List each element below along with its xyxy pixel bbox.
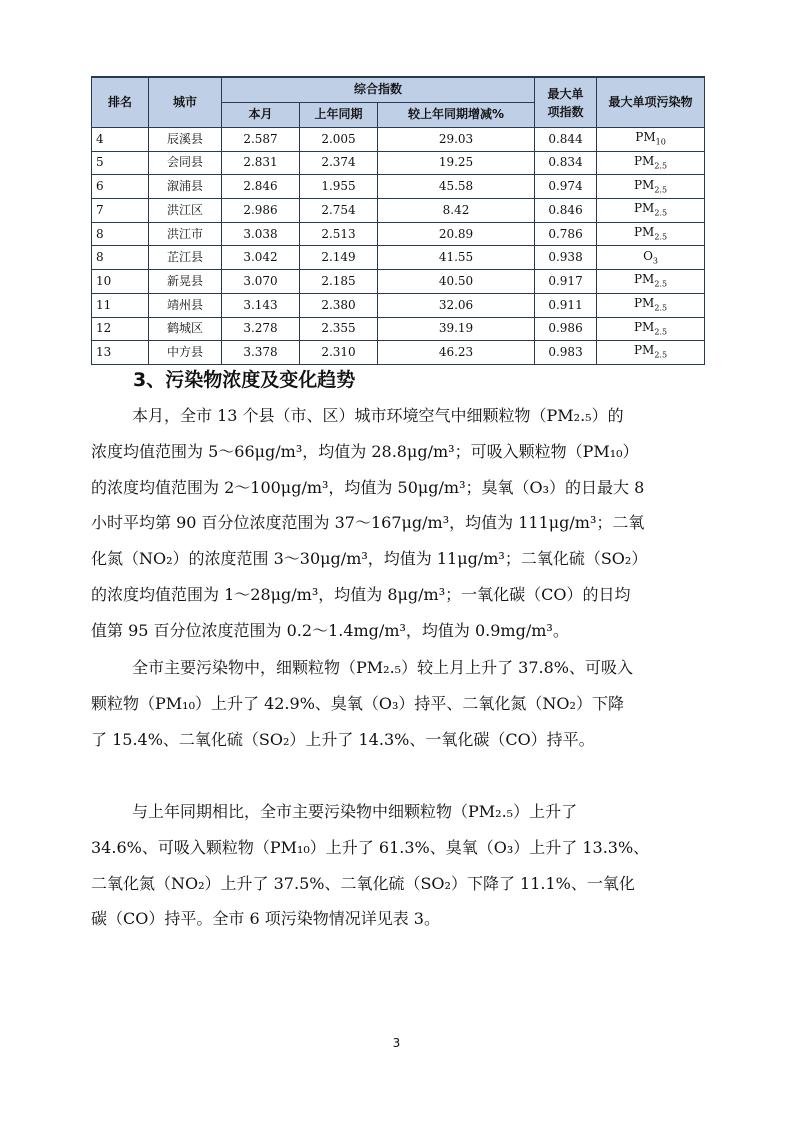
cell-city: 芷江县	[149, 246, 222, 270]
cell-rank: 7	[92, 199, 149, 223]
paragraph-line: 浓度均值范围为 5～66μg/m³，均值为 28.8μg/m³；可吸入颗粒物（PM₁₀）	[91, 441, 639, 461]
paragraph-line: 了 15.4%、二氧化硫（SO₂）上升了 14.3%、一氧化碳（CO）持平。	[91, 729, 595, 749]
cell-last-year: 2.310	[300, 341, 378, 365]
header-max-single-index	[535, 77, 597, 128]
cell-this-month: 2.587	[222, 128, 300, 152]
cell-rank: 13	[92, 341, 149, 365]
table-row	[92, 317, 705, 341]
cell-city: 辰溪县	[149, 128, 222, 152]
cell-last-year: 2.513	[300, 222, 378, 246]
cell-max-index: 0.786	[535, 222, 597, 246]
cell-this-month: 3.278	[222, 317, 300, 341]
cell-last-year: 2.185	[300, 270, 378, 294]
paragraph-line: 的浓度均值范围为 2～100μg/m³，均值为 50μg/m³；臭氧（O₃）的日最大 8	[91, 477, 645, 497]
cell-change: 19.25	[378, 151, 535, 175]
cell-city: 靖州县	[149, 293, 222, 317]
cell-this-month: 3.378	[222, 341, 300, 365]
paragraph-line: 与上年同期相比，全市主要污染物中细颗粒物（PM₂.₅）上升了	[132, 802, 578, 821]
cell-rank: 8	[92, 246, 149, 270]
table-row	[92, 222, 705, 246]
cell-max-index: 0.974	[535, 175, 597, 199]
cell-rank: 8	[92, 222, 149, 246]
header-rank: 排名	[92, 77, 149, 128]
paragraph-line: 全市主要污染物中，细颗粒物（PM₂.₅）较上月上升了 37.8%、可吸入	[132, 658, 633, 677]
header-change: 较上年同期增减%	[378, 103, 535, 128]
header-max-single-index-label: 最大单项指数	[547, 86, 584, 119]
cell-pollutant: $O_3$	[597, 246, 705, 270]
cell-change: 39.19	[378, 317, 535, 341]
cell-max-index: 0.911	[535, 293, 597, 317]
paragraph-line: 小时平均第 90 百分位浓度范围为 37～167μg/m³，均值为 111μg/m³；二氧	[91, 513, 645, 533]
paragraph-line: 化氮（NO₂）的浓度范围 3～30μg/m³，均值为 11μg/m³；二氧化硫（SO₂）	[91, 549, 648, 569]
cell-last-year: 2.149	[300, 246, 378, 270]
cell-city: 会同县	[149, 151, 222, 175]
table-body	[92, 128, 705, 365]
cell-max-index: 0.834	[535, 151, 597, 175]
cell-this-month: 2.831	[222, 151, 300, 175]
table-row	[92, 246, 705, 270]
cell-last-year: 2.355	[300, 317, 378, 341]
cell-rank: 4	[92, 128, 149, 152]
header-city: 城市	[149, 77, 222, 128]
cell-rank: 5	[92, 151, 149, 175]
cell-pollutant: $PM_{10}$	[597, 128, 705, 152]
cell-this-month: 3.038	[222, 222, 300, 246]
cell-last-year: 2.380	[300, 293, 378, 317]
paragraph-line: 颗粒物（PM₁₀）上升了 42.9%、臭氧（O₃）持平、二氧化氮（NO₂）下降	[91, 693, 624, 713]
cell-max-index: 0.938	[535, 246, 597, 270]
cell-city: 溆浦县	[149, 175, 222, 199]
cell-max-index: 0.983	[535, 341, 597, 365]
paragraph-line: 碳（CO）持平。全市 6 项污染物情况详见表 3。	[91, 909, 440, 929]
header-this-month: 本月	[222, 103, 300, 128]
cell-change: 46.23	[378, 341, 535, 365]
paragraph-line: 的浓度均值范围为 1～28μg/m³，均值为 8μg/m³；一氧化碳（CO）的日均	[91, 584, 631, 604]
cell-last-year: 2.374	[300, 151, 378, 175]
table-row	[92, 199, 705, 223]
table-row	[92, 128, 705, 152]
cell-max-index: 0.846	[535, 199, 597, 223]
cell-this-month: 2.846	[222, 175, 300, 199]
cell-last-year: 1.955	[300, 175, 378, 199]
cell-max-index: 0.844	[535, 128, 597, 152]
paragraph-concentration	[91, 398, 703, 649]
cell-change: 32.06	[378, 293, 535, 317]
cell-pollutant: $PM_{2.5}$	[597, 222, 705, 246]
paragraph-year-change	[91, 794, 703, 937]
cell-change: 40.50	[378, 270, 535, 294]
paragraph-line: 34.6%、可吸入颗粒物（PM₁₀）上升了 61.3%、臭氧（O₃）上升了 13.3%、	[91, 837, 650, 857]
cell-change: 8.42	[378, 199, 535, 223]
cell-change: 20.89	[378, 222, 535, 246]
cell-pollutant: $PM_{2.5}$	[597, 270, 705, 294]
cell-change: 29.03	[378, 128, 535, 152]
paragraph-line: 值第 95 百分位浓度范围为 0.2～1.4mg/m³，均值为 0.9mg/m³。	[91, 620, 569, 640]
paragraph-line: 本月，全市 13 个县（市、区）城市环境空气中细颗粒物（PM₂.₅）的	[132, 406, 624, 425]
cell-rank: 6	[92, 175, 149, 199]
cell-city: 鹤城区	[149, 317, 222, 341]
cell-pollutant: $PM_{2.5}$	[597, 199, 705, 223]
paragraph-line: 二氧化氮（NO₂）上升了 37.5%、二氧化硫（SO₂）下降了 11.1%、一氧化	[91, 873, 635, 893]
cell-max-index: 0.986	[535, 317, 597, 341]
cell-city: 洪江市	[149, 222, 222, 246]
cell-last-year: 2.754	[300, 199, 378, 223]
cell-pollutant: $PM_{2.5}$	[597, 293, 705, 317]
cell-rank: 10	[92, 270, 149, 294]
table-row	[92, 293, 705, 317]
cell-city: 新晃县	[149, 270, 222, 294]
table-row	[92, 151, 705, 175]
cell-rank: 11	[92, 293, 149, 317]
table-row	[92, 341, 705, 365]
cell-city: 洪江区	[149, 199, 222, 223]
cell-max-index: 0.917	[535, 270, 597, 294]
cell-rank: 12	[92, 317, 149, 341]
city-ranking-table	[91, 76, 705, 365]
header-max-pollutant: 最大单项污染物	[597, 77, 705, 128]
cell-pollutant: $PM_{2.5}$	[597, 341, 705, 365]
header-composite-index: 综合指数	[222, 77, 535, 103]
cell-change: 41.55	[378, 246, 535, 270]
cell-this-month: 3.070	[222, 270, 300, 294]
table-row	[92, 175, 705, 199]
table-row	[92, 270, 705, 294]
cell-this-month: 3.042	[222, 246, 300, 270]
cell-last-year: 2.005	[300, 128, 378, 152]
cell-this-month: 3.143	[222, 293, 300, 317]
paragraph-month-change	[91, 650, 703, 757]
cell-pollutant: $PM_{2.5}$	[597, 175, 705, 199]
section-heading: 3、污染物浓度及变化趋势	[133, 369, 356, 391]
cell-pollutant: $PM_{2.5}$	[597, 151, 705, 175]
page-number: 3	[392, 1036, 401, 1050]
header-last-year: 上年同期	[300, 103, 378, 128]
cell-this-month: 2.986	[222, 199, 300, 223]
cell-change: 45.58	[378, 175, 535, 199]
cell-city: 中方县	[149, 341, 222, 365]
cell-pollutant: $PM_{2.5}$	[597, 317, 705, 341]
